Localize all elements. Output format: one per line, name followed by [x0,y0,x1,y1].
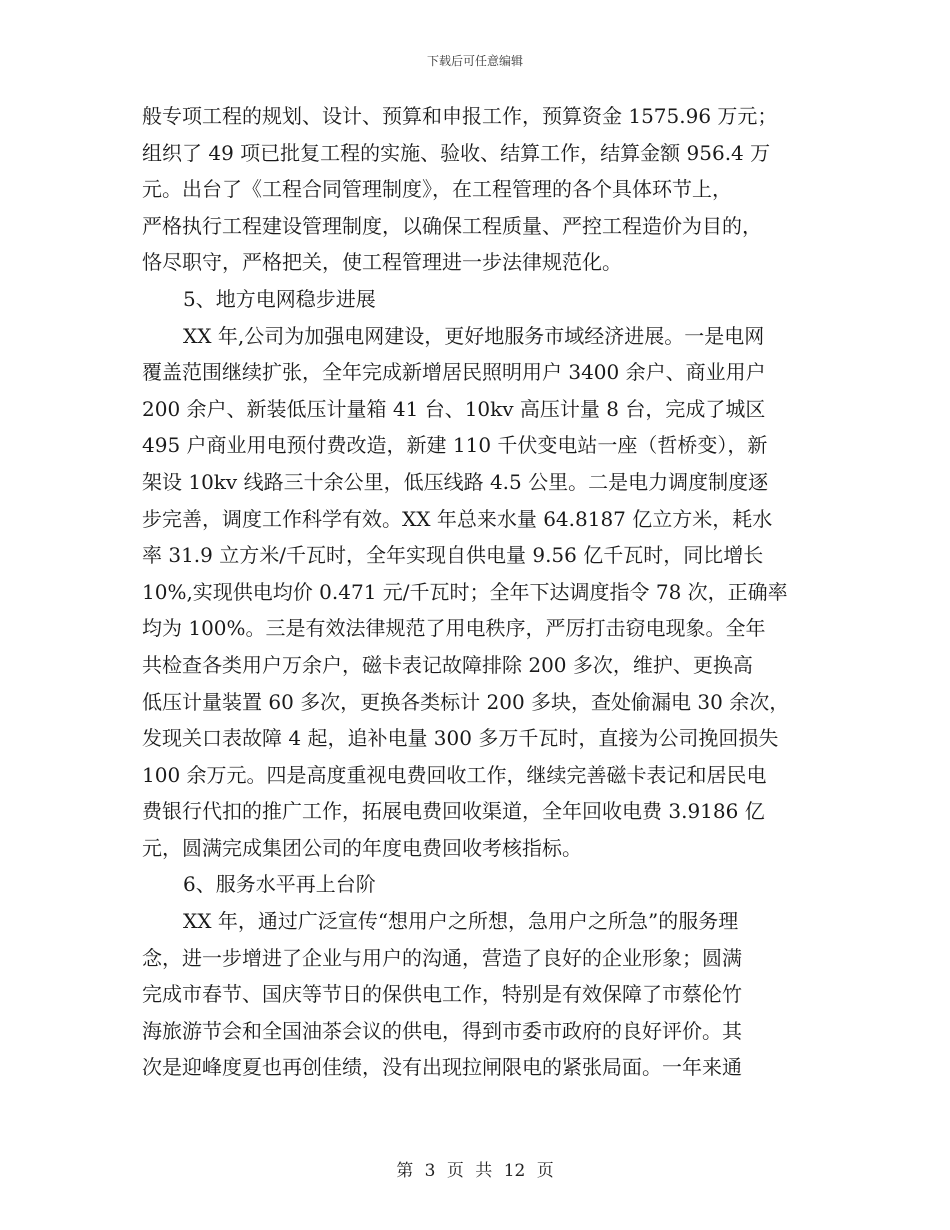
text-line: 100 余万元。四是高度重视电费回收工作，继续完善磁卡表记和居民电 [142,762,767,787]
header-note: 下载后可任意编辑 [426,54,523,68]
text-line: 般专项工程的规划、设计、预算和申报工作，预算资金 1575.96 万元； [142,104,778,128]
text-line: XX 年,公司为加强电网建设，更好地服务市域经济进展。一是电网 [183,323,765,348]
page-footer: 第 3 页 共 12 页 [396,1161,554,1181]
text-line: 步完善，调度工作科学有效。XX 年总来水量 64.8187 亿立方米，耗水 [142,506,773,531]
text-line: 架设 10kv 线路三十余公里，低压线路 4.5 公里。二是电力调度制度逐 [142,469,769,494]
text-line: 海旅游节会和全国油茶会议的供电，得到市委市政府的良好评价。其 [142,1018,742,1043]
text-line: 均为 100%。三是有效法律规范了用电秩序，严厉打击窃电现象。全年 [142,616,766,641]
text-line: XX 年，通过广泛宣传“想用户之所想，急用户之所急”的服务理 [183,909,739,934]
text-line: 元，圆满完成集团公司的年度电费回收考核指标。 [142,835,582,860]
text-line: 5、地方电网稳步进展 [183,286,376,311]
text-line: 元。出台了《工程合同管理制度》，在工程管理的各个具体环节上， [142,177,732,202]
text-line: 低压计量装置 60 多次，更换各类标计 200 多块，查处偷漏电 30 余次， [142,689,790,714]
text-line: 发现关口表故障 4 起，追补电量 300 多万千瓦时，直接为公司挽回损失 [142,726,779,751]
text-line: 共检查各类用户万余户，磁卡表记故障排除 200 多次，维护、更换高 [142,652,753,677]
text-line: 200 余户、新装低压计量箱 41 台、10kv 高压计量 8 台，完成了城区 [142,396,766,421]
text-line: 10%,实现供电均价 0.471 元/千瓦时；全年下达调度指令 78 次，正确率 [142,579,788,604]
text-line: 次是迎峰度夏也再创佳绩，没有出现拉闸限电的紧张局面。一年来通 [142,1055,742,1080]
document-body [142,98,810,1086]
text-line: 覆盖范围继续扩张，全年完成新增居民照明用户 3400 余户、商业用户 [142,360,766,385]
text-line: 费银行代扣的推广工作，拓展电费回收渠道，全年回收电费 3.9186 亿 [142,799,765,824]
text-line: 率 31.9 立方米/千瓦时，全年实现自供电量 9.56 亿千瓦时，同比增长 [142,543,764,568]
text-line: 组织了 49 项已批复工程的实施、验收、结算工作，结算金额 956.4 万 [142,140,771,165]
text-line: 495 户商业用电预付费改造，新建 110 千伏变电站一座（哲桥变），新 [142,433,768,458]
text-line: 念，进一步增进了企业与用户的沟通，营造了良好的企业形象；圆满 [142,945,742,970]
text-line: 完成市春节、国庆等节日的保供电工作，特别是有效保障了市蔡伦竹 [142,982,742,1007]
text-line: 6、服务水平再上台阶 [183,872,376,897]
text-line: 严格执行工程建设管理制度，以确保工程质量、严控工程造价为目的， [142,213,762,238]
text-line: 恪尽职守，严格把关，使工程管理进一步法律规范化。 [142,250,622,275]
